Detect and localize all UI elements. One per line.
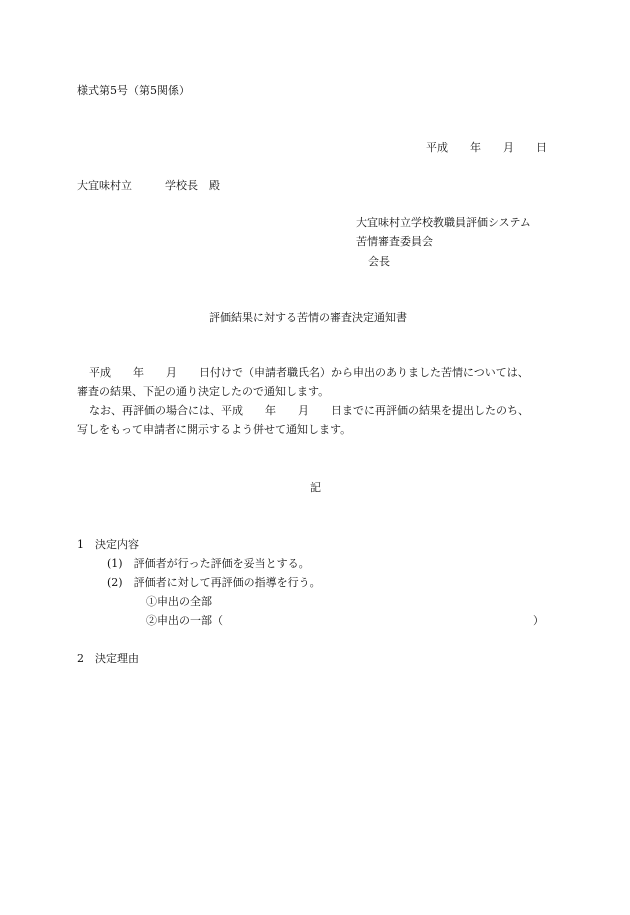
sender-organization: 大宜味村立学校教職員評価システム	[356, 216, 531, 229]
decision-sub-2: ②申出の一部（	[146, 614, 223, 627]
body-line-1: 平成 年 月 日付けで（申請者職氏名）から申出のありました苦情については、	[89, 366, 529, 379]
body-line-3: なお、再評価の場合には、平成 年 月 日までに再評価の結果を提出したのち、	[89, 404, 529, 417]
decision-sub-1: ①申出の全部	[146, 595, 212, 608]
body-line-4: 写しをもって申請者に開示するよう併せて通知します。	[77, 423, 352, 436]
sender-committee: 苦情審査委員会	[356, 235, 433, 248]
decision-item-1: (1) 評価者が行った評価を妥当とする。	[107, 557, 310, 570]
decision-item-2: (2) 評価者に対して再評価の指導を行う。	[107, 576, 321, 589]
decision-sub-2-close: ）	[533, 614, 544, 627]
addressee-line: 大宜味村立 学校長 殿	[77, 179, 220, 192]
body-line-2: 審査の結果、下記の通り決定したので通知します。	[77, 385, 330, 398]
sender-chairman: 会長	[368, 255, 390, 268]
date-line: 平成 年 月 日	[426, 141, 547, 154]
decision-heading: 1 決定内容	[77, 538, 139, 551]
reason-heading: 2 決定理由	[77, 652, 139, 665]
document-title: 評価結果に対する苦情の審査決定通知書	[209, 311, 407, 324]
ki-marker: 記	[310, 481, 321, 494]
form-number: 様式第5号（第5関係）	[77, 84, 190, 97]
